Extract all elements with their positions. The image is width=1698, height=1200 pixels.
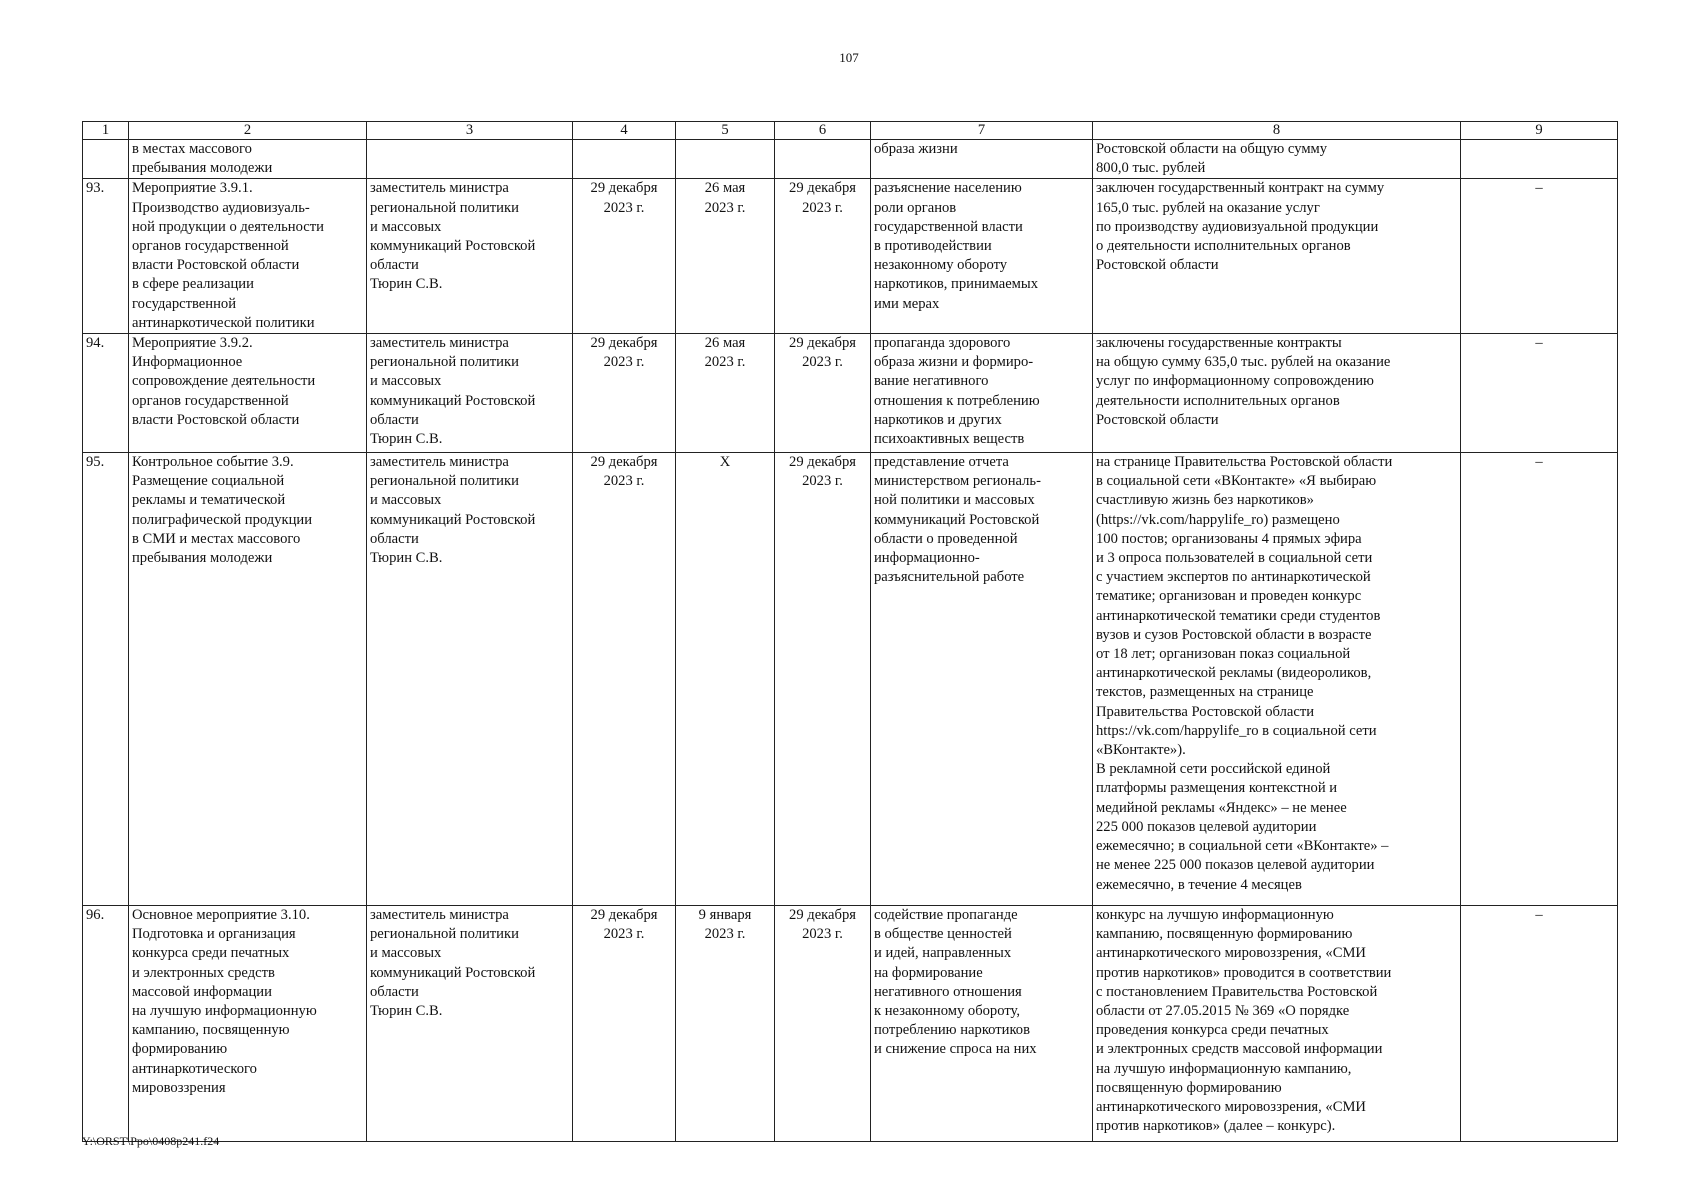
- note-cell: –: [1461, 334, 1618, 453]
- column-header: 1: [83, 122, 129, 140]
- note-cell: –: [1461, 179, 1618, 334]
- column-header: 6: [775, 122, 871, 140]
- row-number: 94.: [83, 334, 129, 453]
- note-cell: –: [1461, 906, 1618, 1142]
- end-date-cell: 29 декабря 2023 г.: [775, 453, 871, 906]
- row-number: 95.: [83, 453, 129, 906]
- column-header: 2: [129, 122, 367, 140]
- column-header: 7: [871, 122, 1093, 140]
- plan-date-cell: [573, 140, 676, 179]
- plan-date-cell: 29 декабря 2023 г.: [573, 334, 676, 453]
- result-cell: представление отчета министерством региональ- ной политики и массовых коммуникаций Ростовской области о проведенной информационно- разъяснительной работе: [871, 453, 1093, 906]
- event-cell: в местах массового пребывания молодежи: [129, 140, 367, 179]
- result-cell: разъяснение населению роли органов государственной власти в противодействии незаконному обороту наркотиков, принимаемых ими мерах: [871, 179, 1093, 334]
- table-row: [83, 179, 1618, 334]
- end-date-cell: [775, 140, 871, 179]
- start-date-cell: 9 января 2023 г.: [676, 906, 775, 1142]
- fact-cell: Ростовской области на общую сумму 800,0 тыс. рублей: [1093, 140, 1461, 179]
- column-header: 5: [676, 122, 775, 140]
- fact-cell: конкурс на лучшую информационную кампанию, посвященную формированию антинаркотического мировоззрения, «СМИ против наркотиков» проводится в соответствии с постановлением Правительства Ростовской области от 27.05.2015 № 369 «О порядке проведения конкурса среди печатных и электронных средств массовой информации на лучшую информационную кампанию, посвященную формированию антинаркотического мировоззрения, «СМИ против наркотиков» (далее – конкурс).: [1093, 906, 1461, 1142]
- responsible-cell: заместитель министра региональной политики и массовых коммуникаций Ростовской области Тюрин С.В.: [367, 906, 573, 1142]
- responsible-cell: [367, 140, 573, 179]
- start-date-cell: X: [676, 453, 775, 906]
- page-number: 107: [839, 50, 859, 65]
- end-date-cell: 29 декабря 2023 г.: [775, 334, 871, 453]
- responsible-cell: заместитель министра региональной политики и массовых коммуникаций Ростовской области Тюрин С.В.: [367, 179, 573, 334]
- end-date-cell: 29 декабря 2023 г.: [775, 179, 871, 334]
- plan-date-cell: 29 декабря 2023 г.: [573, 179, 676, 334]
- end-date-cell: 29 декабря 2023 г.: [775, 906, 871, 1142]
- plan-date-cell: 29 декабря 2023 г.: [573, 453, 676, 906]
- column-header: 3: [367, 122, 573, 140]
- responsible-cell: заместитель министра региональной политики и массовых коммуникаций Ростовской области Тюрин С.В.: [367, 453, 573, 906]
- fact-cell: на странице Правительства Ростовской области в социальной сети «ВКонтакте» «Я выбираю счастливую жизнь без наркотиков» (https://vk.com/happylife_ro) размещено 100 постов; организованы 4 прямых эфира и 3 опроса пользователей в социальной сети с участием экспертов по антинаркотической тематике; организован и проведен конкурс антинаркотической тематики среди студентов вузов и сузов Ростовской области в возрасте от 18 лет; организован показ социальной антинаркотической рекламы (видеороликов, текстов, размещенных на странице Правительства Ростовской области https://vk.com/happylife_ro в социальной сети «ВКонтакте»). В рекламной сети российской единой платформы размещения контекстной и медийной рекламы «Яндекс» – не менее 225 000 показов целевой аудитории ежемесячно; в социальной сети «ВКонтакте» – не менее 225 000 показов целевой аудитории ежемесячно, в течение 4 месяцев: [1093, 453, 1461, 906]
- column-header: 4: [573, 122, 676, 140]
- plan-date-cell: 29 декабря 2023 г.: [573, 906, 676, 1142]
- event-cell: Основное мероприятие 3.10. Подготовка и организация конкурса среди печатных и электронных средств массовой информации на лучшую информационную кампанию, посвященную формированию антинаркотического мировоззрения: [129, 906, 367, 1142]
- fact-cell: заключены государственные контракты на общую сумму 635,0 тыс. рублей на оказание услуг по информационному сопровождению деятельности исполнительных органов Ростовской области: [1093, 334, 1461, 453]
- start-date-cell: 26 мая 2023 г.: [676, 334, 775, 453]
- event-cell: Мероприятие 3.9.2. Информационное сопровождение деятельности органов государственной власти Ростовской области: [129, 334, 367, 453]
- result-cell: содействие пропаганде в обществе ценностей и идей, направленных на формирование негативного отношения к незаконному обороту, потреблению наркотиков и снижение спроса на них: [871, 906, 1093, 1142]
- table-row: [83, 906, 1618, 1142]
- table-row: [83, 140, 1618, 179]
- row-number: [83, 140, 129, 179]
- report-table: [82, 121, 1618, 1142]
- note-cell: –: [1461, 453, 1618, 906]
- fact-cell: заключен государственный контракт на сумму 165,0 тыс. рублей на оказание услуг по производству аудиовизуальной продукции о деятельности исполнительных органов Ростовской области: [1093, 179, 1461, 334]
- table-row: [83, 453, 1618, 906]
- note-cell: [1461, 140, 1618, 179]
- event-cell: Мероприятие 3.9.1. Производство аудиовизуаль- ной продукции о деятельности органов государственной власти Ростовской области в сфере реализации государственной антинаркотической политики: [129, 179, 367, 334]
- responsible-cell: заместитель министра региональной политики и массовых коммуникаций Ростовской области Тюрин С.В.: [367, 334, 573, 453]
- row-number: 93.: [83, 179, 129, 334]
- result-cell: образа жизни: [871, 140, 1093, 179]
- column-header: 9: [1461, 122, 1618, 140]
- table-row: [83, 334, 1618, 453]
- row-number: 96.: [83, 906, 129, 1142]
- event-cell: Контрольное событие 3.9. Размещение социальной рекламы и тематической полиграфической продукции в СМИ и местах массового пребывания молодежи: [129, 453, 367, 906]
- file-path-footer: Y:\ORST\Ppo\0408p241.f24: [82, 1134, 220, 1148]
- start-date-cell: [676, 140, 775, 179]
- column-header: 8: [1093, 122, 1461, 140]
- result-cell: пропаганда здорового образа жизни и формиро- вание негативного отношения к потреблению наркотиков и других психоактивных веществ: [871, 334, 1093, 453]
- table-header-row: [83, 122, 1618, 140]
- start-date-cell: 26 мая 2023 г.: [676, 179, 775, 334]
